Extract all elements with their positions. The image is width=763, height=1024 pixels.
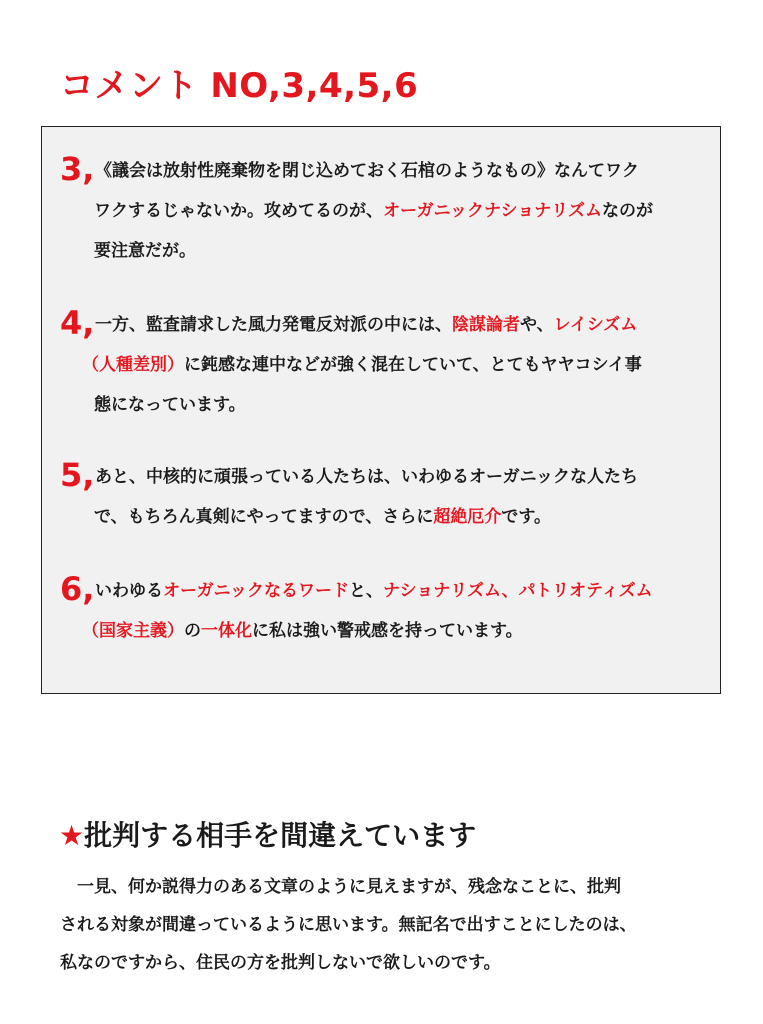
paragraph-line: 私なのですから、住民の方を批判しないで欲しいのです。: [60, 953, 501, 973]
comment-line: [95, 314, 637, 336]
comment-line: [95, 160, 639, 182]
comment-line: [82, 354, 642, 376]
highlight-text: 一体化: [201, 621, 252, 641]
text-segment: に私は強い警戒感を持っています。: [252, 621, 523, 641]
comment-line: [94, 200, 653, 222]
text-segment: いわゆる: [95, 581, 163, 601]
text-segment: 一方、監査請求した風力発電反対派の中には、: [95, 315, 452, 335]
comment-number: 5,: [60, 456, 95, 494]
highlight-text: ナショナリズム、パトリオティズム: [382, 581, 653, 601]
comments-box: [41, 126, 721, 694]
comment-line: [94, 394, 246, 416]
comment-line: [95, 466, 638, 488]
text-segment: です。: [501, 507, 551, 527]
highlight-text: オーガニックナショナリズム: [383, 201, 602, 221]
comment-line: [94, 240, 196, 262]
text-segment: あと、中核的に頑張っている人たちは、いわゆるオーガニックな人たち: [95, 467, 638, 487]
comment-number: 6,: [60, 570, 95, 608]
text-segment: に鈍感な連中などが強く混在していて、とてもヤヤコシイ事: [184, 355, 642, 375]
comment-number: 3,: [60, 150, 95, 188]
text-segment: ワクするじゃないか。攻めてるのが、: [94, 201, 383, 221]
section-heading-text: 批判する相手を間違えています: [84, 819, 477, 852]
highlight-text: （人種差別）: [82, 355, 184, 375]
text-segment: 要注意だが。: [94, 241, 196, 261]
paragraph-line: 一見、何か説得力のある文章のように見えますが、残念なことに、批判: [60, 877, 621, 897]
text-segment: と、: [348, 581, 383, 601]
text-segment: 態になっています。: [94, 395, 246, 415]
text-segment: なのが: [601, 201, 653, 221]
highlight-text: レイシズム: [553, 315, 638, 335]
section-heading: [59, 814, 476, 854]
comment-line: [95, 580, 653, 602]
text-segment: 《議会は放射性廃棄物を閉じ込めておく石棺のようなもの》なんてワク: [95, 161, 639, 181]
text-segment: の: [184, 621, 201, 641]
highlight-text: （国家主義）: [82, 621, 184, 641]
highlight-text: 陰謀論者: [452, 315, 520, 335]
comment-line: [94, 506, 551, 528]
text-segment: や、: [520, 315, 554, 335]
paragraph-line: される対象が間違っているように思います。無記名で出すことにしたのは、: [60, 915, 637, 935]
comment-line: [82, 620, 523, 642]
comment-number: 4,: [60, 304, 95, 342]
star-icon: ★: [59, 819, 85, 852]
page-title: コメント NO,3,4,5,6: [60, 66, 419, 106]
highlight-text: オーガニックなるワード: [163, 581, 349, 601]
highlight-text: 超絶厄介: [433, 507, 502, 527]
text-segment: で、もちろん真剣にやってますので、さらに: [94, 507, 434, 527]
